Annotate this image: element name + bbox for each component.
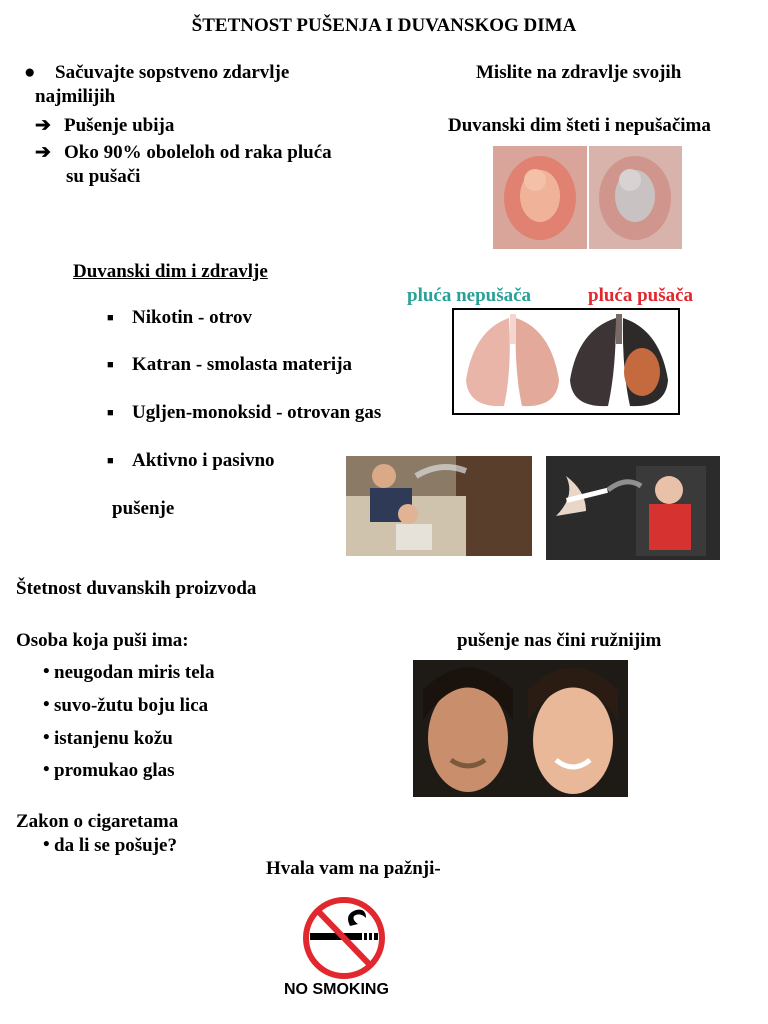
section1-item: Nikotin - otrov: [132, 307, 252, 328]
section2-item: istanjenu kožu: [54, 728, 173, 749]
dot-bullet-icon: •: [43, 661, 50, 682]
fetus-images: [493, 146, 682, 249]
arrow-right-icon: ➔: [35, 142, 51, 163]
intro-bullet-line1: Sačuvajte sopstveno zdarvlje: [55, 62, 290, 83]
no-smoking-label: NO SMOKING: [284, 981, 389, 998]
right-header-line2: Duvanski dim šteti i nepušačima: [448, 115, 711, 136]
section2-item: neugodan miris tela: [54, 662, 215, 683]
section2-item: suvo-žutu boju lica: [54, 695, 209, 716]
passive-smoking-family-photo: [346, 456, 532, 556]
section1-item: Aktivno i pasivno: [132, 450, 275, 471]
square-bullet-icon: ■: [107, 407, 114, 419]
right-header-line1: Mislite na zdravlje svojih: [476, 62, 682, 83]
dot-bullet-icon: •: [43, 834, 50, 855]
lungs-label-nonsmoker: pluća nepušača: [407, 285, 532, 306]
intro-bullet-line2: najmilijih: [35, 86, 116, 107]
intro-arrow-item-1: Pušenje ubija: [64, 115, 175, 136]
dot-bullet-icon: •: [43, 727, 50, 748]
intro-arrow-item-2-line1: Oko 90% obolelоh od raka pluća: [64, 142, 332, 163]
square-bullet-icon: ■: [107, 359, 114, 371]
section3-heading: Zakon o cigaretama: [16, 811, 179, 832]
child-car-smoke-photo: [546, 456, 720, 560]
smoker-nonsmoker-faces-photo: [413, 660, 628, 797]
section1-item: Ugljen-monoksid - otrovan gas: [132, 402, 382, 423]
section2-item: promukao glas: [54, 760, 175, 781]
section1-heading: Duvanski dim i zdravlje: [73, 261, 268, 282]
square-bullet-icon: ■: [107, 455, 114, 467]
intro-bullet-icon: ●: [24, 62, 36, 83]
ugly-caption: pušenje nas čini ružnijim: [457, 630, 662, 651]
section1-item: Katran - smolasta materija: [132, 354, 353, 375]
section2-heading: Štetnost duvanskih proizvoda: [16, 578, 257, 599]
lungs-label-smoker: pluća pušača: [588, 285, 694, 306]
page-title: ŠTETNOST PUŠENJA I DUVANSKOG DIMA: [191, 15, 577, 36]
section2-subheading: Osoba koja puši ima:: [16, 630, 189, 651]
dot-bullet-icon: •: [43, 759, 50, 780]
lungs-comparison-image: [452, 308, 680, 415]
no-smoking-icon: [300, 896, 390, 982]
intro-arrow-item-2-line2: su pušači: [66, 166, 141, 187]
thanks-text: Hvala vam na pažnji-: [266, 858, 441, 879]
arrow-right-icon: ➔: [35, 115, 51, 136]
section3-item: da li se pošuje?: [54, 835, 177, 856]
section1-continuation: pušenje: [112, 498, 175, 519]
square-bullet-icon: ■: [107, 312, 114, 324]
dot-bullet-icon: •: [43, 694, 50, 715]
